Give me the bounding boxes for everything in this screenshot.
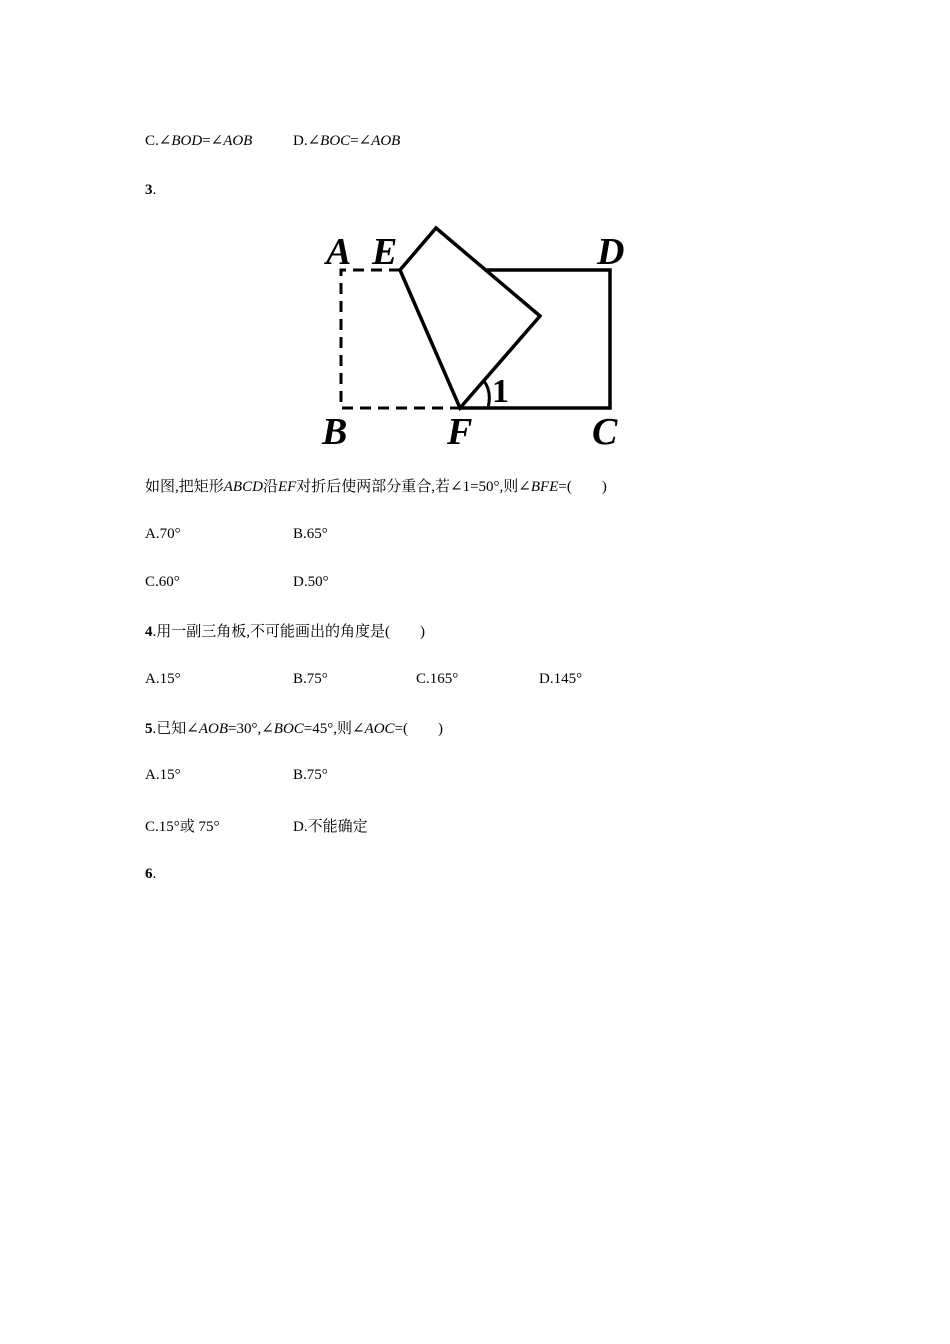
folded-part: [400, 228, 540, 408]
q3-stem: 如图,把矩形ABCD沿EF对折后使两部分重合,若∠1=50°,则∠BFE=( ): [145, 479, 607, 495]
q3-option-d: D.50°: [293, 574, 329, 590]
q3-option-a: A.70°: [145, 526, 181, 542]
q3-option-b: B.65°: [293, 526, 328, 542]
rectangle-edge: [460, 270, 610, 408]
label-angle-1: 1: [492, 373, 509, 410]
q4-option-b: B.75°: [293, 671, 328, 687]
label-d: D: [597, 231, 625, 273]
label-e: E: [372, 231, 398, 273]
q5-option-c: C.15°或 75°: [145, 819, 220, 835]
label-c: C: [592, 411, 618, 453]
q4-option-c: C.165°: [416, 671, 459, 687]
label-a: A: [326, 231, 352, 273]
q2-option-d: D.∠BOC=∠AOB: [293, 133, 401, 149]
q4-option-a: A.15°: [145, 671, 181, 687]
q5-option-d: D.不能确定: [293, 819, 368, 835]
dashed-edge: [341, 270, 460, 408]
q4-stem: 4.用一副三角板,不可能画出的角度是( ): [145, 624, 425, 640]
q5-option-a: A.15°: [145, 767, 181, 783]
q4-option-d: D.145°: [539, 671, 583, 687]
angle-1-arc: [484, 381, 489, 408]
label-f: F: [447, 411, 473, 453]
q2-option-c: C.∠BOD=∠AOB: [145, 133, 253, 149]
folded-rectangle-diagram: [320, 222, 630, 452]
q5-option-b: B.75°: [293, 767, 328, 783]
q3-figure: [320, 222, 630, 452]
q5-stem: 5.已知∠AOB=30°,∠BOC=45°,则∠AOC=( ): [145, 721, 444, 737]
q3-option-c: C.60°: [145, 574, 180, 590]
label-b: B: [322, 411, 348, 453]
q6-number: 6.: [145, 866, 157, 882]
q3-number: 3.: [145, 182, 157, 198]
